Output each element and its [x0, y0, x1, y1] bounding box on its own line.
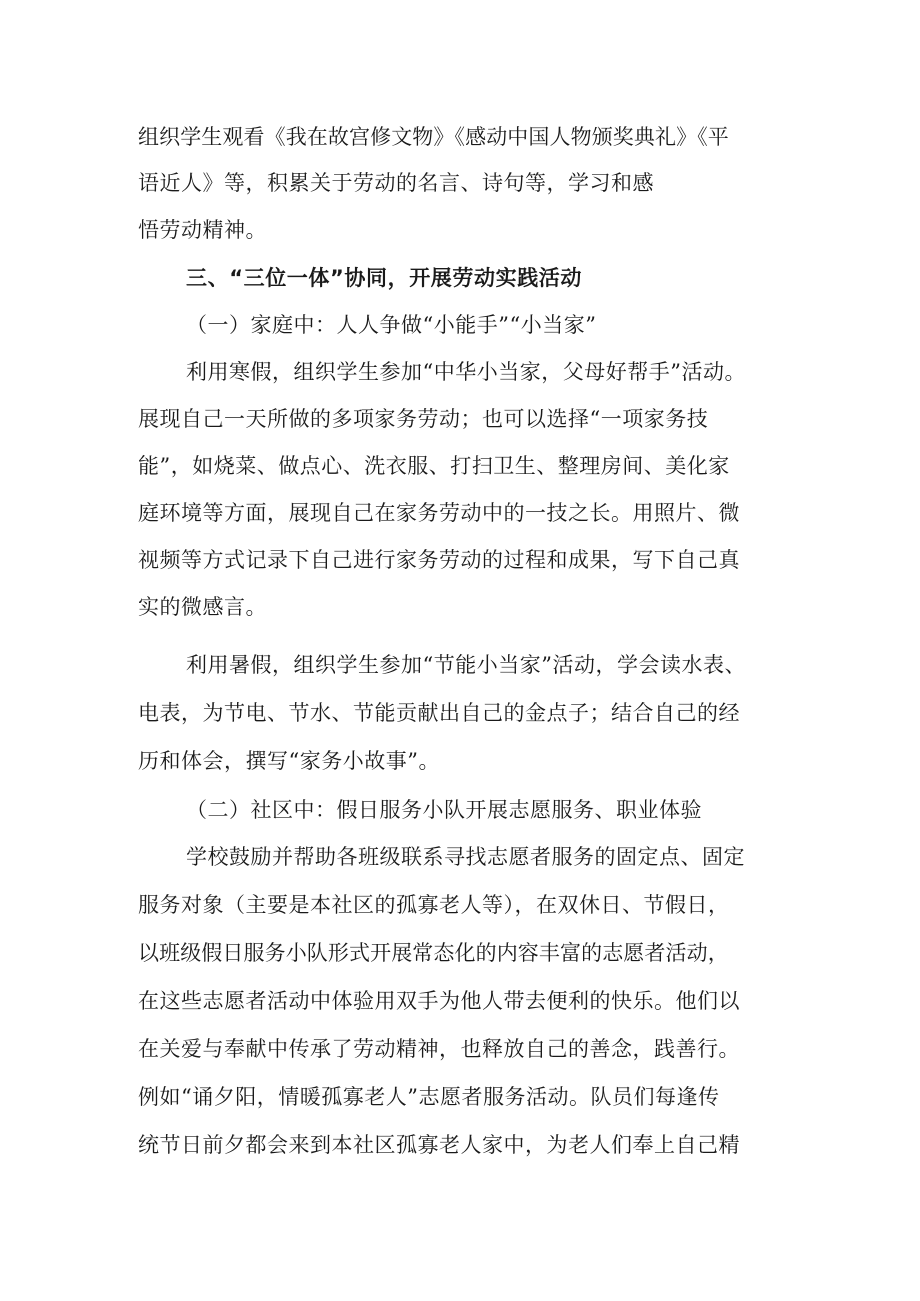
paragraph-line: 实的微感言。: [138, 595, 267, 619]
paragraph-line: 视频等方式记录下自己进行家务劳动的过程和成果，写下自己真: [138, 548, 740, 572]
paragraph-line: 统节日前夕都会来到本社区孤寡老人家中，为老人们奉上自己精: [138, 1133, 740, 1157]
paragraph-line: 庭环境等方面，展现自己在家务劳动中的一技之长。用照片、微: [138, 501, 740, 525]
paragraph-line: 例如“诵夕阳，情暖孤寡老人”志愿者服务活动。队员们每逢传: [138, 1085, 720, 1109]
subsection-heading: （二）社区中：假日服务小队开展志愿服务、职业体验: [186, 798, 702, 822]
paragraph-line: 能”，如烧菜、做点心、洗衣服、打扫卫生、整理房间、美化家: [138, 454, 730, 478]
paragraph-line: 展现自己一天所做的多项家务劳动；也可以选择“一项家务技: [138, 407, 709, 431]
paragraph-line: 电表，为节电、节水、节能贡献出自己的金点子；结合自己的经: [138, 701, 740, 725]
paragraph-line: 学校鼓励并帮助各班级联系寻找志愿者服务的固定点、固定: [186, 845, 745, 869]
paragraph-line: 利用暑假，组织学生参加“节能小当家”活动，学会读水表、: [186, 653, 746, 677]
subsection-heading: （一）家庭中：人人争做“小能手”“小当家”: [186, 313, 597, 337]
paragraph-line: 在关爱与奉献中传承了劳动精神，也释放自己的善念，践善行。: [138, 1037, 740, 1061]
paragraph-line: 悟劳动精神。: [138, 218, 267, 242]
section-heading: 三、“三位一体”协同，开展劳动实践活动: [186, 266, 583, 290]
paragraph-line: 服务对象（主要是本社区的孤寡老人等），在双休日、节假日，: [138, 893, 730, 917]
paragraph-line: 组织学生观看《我在故宫修文物》《感动中国人物颁奖典礼》《平: [138, 125, 729, 149]
paragraph-line: 语近人》等，积累关于劳动的名言、诗句等，学习和感: [138, 171, 654, 195]
paragraph-line: 历和体会，撰写“家务小故事”。: [138, 749, 440, 773]
paragraph-line: 以班级假日服务小队形式开展常态化的内容丰富的志愿者活动，: [138, 941, 729, 965]
paragraph-line: 利用寒假，组织学生参加“中华小当家，父母好帮手”活动。: [186, 360, 746, 384]
paragraph-line: 在这些志愿者活动中体验用双手为他人带去便利的快乐。他们以: [138, 989, 740, 1013]
